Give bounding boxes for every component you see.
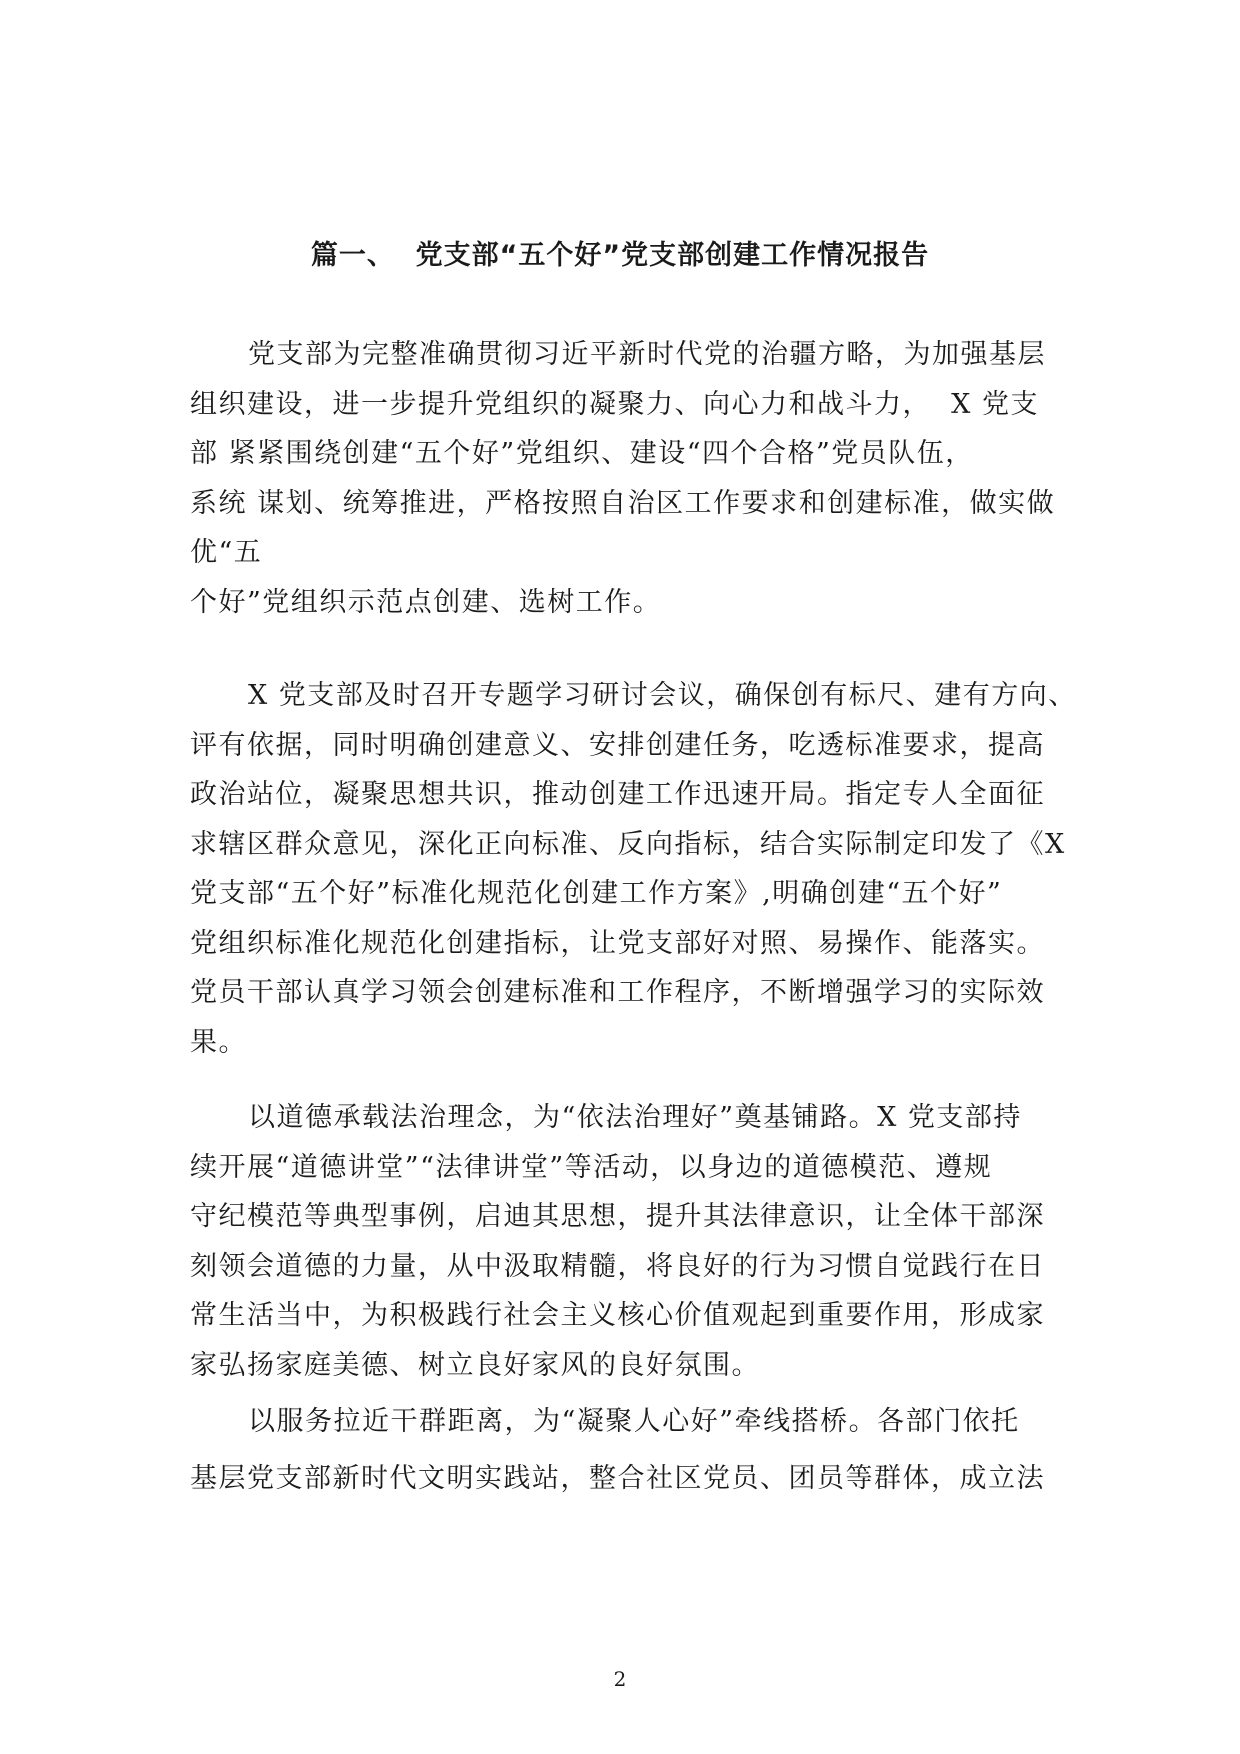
- paragraph-line: 求辖区群众意见，深化正向标准、反向指标，结合实际制定印发了《X: [190, 828, 1066, 860]
- paragraph-line: 部 紧紧围绕创建“五个好”党组织、建设“四个合格”党员队伍，: [190, 438, 974, 469]
- paragraph-line: 以道德承载法治理念，为“依法治理好”奠基铺路。X 党支部持: [248, 1102, 1022, 1133]
- paragraph-line: 党员干部认真学习领会创建标准和工作程序，不断增强学习的实际效: [190, 977, 1045, 1008]
- paragraph-line: 续开展“道德讲堂”“法律讲堂”等活动，以身边的道德模范、遵规: [190, 1151, 993, 1183]
- page-number: 2: [613, 1667, 627, 1691]
- paragraph-line: 系统 谋划、统筹推进，严格按照自治区工作要求和创建标准，做实做: [190, 487, 1056, 519]
- paragraph-line: X 党支部及时召开专题学习研讨会议，确保创有标尺、建有方向、: [248, 680, 1077, 711]
- paragraph-line: 守纪模范等典型事例，启迪其思想，提升其法律意识，让全体干部深: [190, 1201, 1045, 1232]
- paragraph-line: 基层党支部新时代文明实践站，整合社区党员、团员等群体，成立法: [190, 1463, 1045, 1494]
- paragraph-line: 果。: [190, 1026, 247, 1058]
- paragraph-line: 评有依据，同时明确创建意义、安排创建任务，吃透标准要求，提高: [190, 729, 1045, 761]
- paragraph-line: 刻领会道德的力量，从中汲取精髓，将良好的行为习惯自觉践行在日: [190, 1250, 1045, 1282]
- paragraph-4: [190, 1397, 1050, 1504]
- paragraph-line: 家弘扬家庭美德、树立良好家风的良好氛围。: [190, 1349, 760, 1381]
- paragraph-line: 党支部为完整准确贯彻习近平新时代党的治疆方略，为加强基层: [248, 339, 1046, 370]
- paragraph-line: 常生活当中，为积极践行社会主义核心价值观起到重要作用，形成家: [190, 1300, 1045, 1331]
- paragraph-line: 党组织标准化规范化创建指标，让党支部好对照、易操作、能落实。: [190, 927, 1045, 959]
- paragraph-line: 优“五: [190, 537, 263, 568]
- paragraph-line: 组织建设，进一步提升党组织的凝聚力、向心力和战斗力， X 党支: [190, 388, 1039, 420]
- document-title: 篇一、 党支部“五个好”党支部创建工作情况报告: [310, 240, 930, 271]
- paragraph-3: [190, 1093, 1050, 1390]
- paragraph-line: 以服务拉近干群距离，为“凝聚人心好”牵线搭桥。各部门依托: [248, 1406, 1020, 1437]
- paragraph-line: 个好”党组织示范点创建、选树工作。: [190, 586, 662, 618]
- paragraph-1: [190, 330, 1056, 627]
- paragraph-2: [190, 671, 1077, 1067]
- paragraph-line: 政治站位，凝聚思想共识，推动创建工作迅速开局。指定专人全面征: [190, 779, 1045, 810]
- paragraph-line: 党支部“五个好”标准化规范化创建工作方案》,明确创建“五个好”: [190, 878, 1003, 909]
